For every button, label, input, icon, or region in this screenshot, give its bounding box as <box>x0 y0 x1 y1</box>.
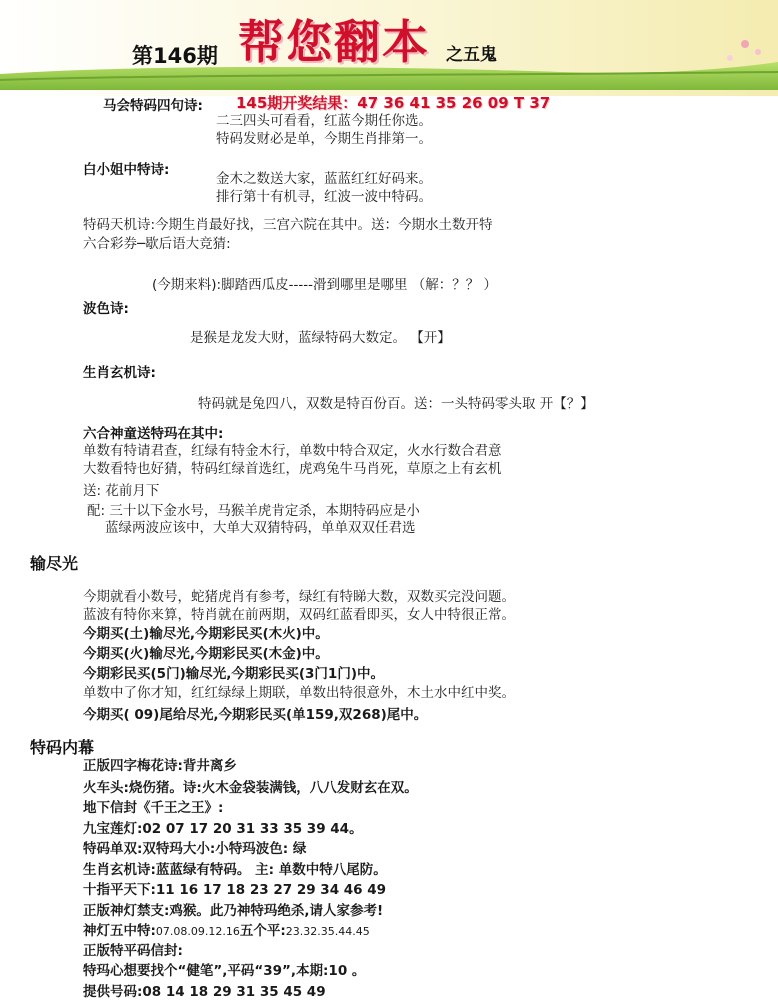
shujinguang-line-2: 蓝波有特你来算，特肖就在前两期，双码红蓝看即买，女人中特很正常。 <box>83 607 515 623</box>
temaneimu-line-1: 正版四字梅花诗:背井离乡 <box>83 758 237 774</box>
baixiaojie-line-1: 金木之数送大家，蓝蓝红红好码来。 <box>216 171 432 187</box>
tianji-line-1: 特码天机诗:今期生肖最好找，三宫六院在其中。送：今期水土数开特 <box>83 217 493 233</box>
shujinguang-line-1: 今期就看小数号，蛇猪虎肖有参考，绿红有特睇大数，双数买完没问题。 <box>83 589 515 605</box>
shengxiao-label: 生肖玄机诗: <box>83 365 156 381</box>
temaneimu-line-11: 特玛心想要找个“健笔”,平码“39”,本期:10 。 <box>83 963 366 979</box>
temaneimu-line-3: 地下信封《千王之王》: <box>83 800 224 816</box>
temaneimu-line-9 <box>83 922 370 941</box>
shujinguang-line-5: 今期彩民买(5门)输尽光,今期彩民买(3门1门)中。 <box>83 666 384 682</box>
liuhe-line-2: 大数看特也好猜，特码红绿首选红，虎鸡兔牛马肖死，草原之上有玄机 <box>83 461 502 477</box>
shendeng-numbers: 07.08.09.12.16 <box>155 925 240 938</box>
liuhe-line-4: 配: 三十以下金水号，马猴羊虎肯定杀，本期特码应是小 <box>87 503 420 519</box>
temaneimu-line-12: 提供号码:08 14 18 29 31 35 45 49 <box>83 984 326 1000</box>
bose-label: 波色诗: <box>83 301 129 317</box>
draw-result: 145期开奖结果：47 36 41 35 26 09 T 37 <box>236 94 551 112</box>
liuhe-line-1: 单数有特请君查，红绿有特金木行，单数中特合双定，火水行数合君意 <box>83 443 502 459</box>
banner-title: 帮您翻本 <box>238 15 430 69</box>
issue-number: 第146期 <box>132 44 218 68</box>
wugeping-label: 五个平: <box>239 923 286 939</box>
mahui-line-1: 二三四头可看看，红蓝今期任你选。 <box>216 113 432 129</box>
temaneimu-line-10: 正版特平码信封: <box>83 943 183 959</box>
mahui-label: 马会特码四句诗: <box>103 98 203 114</box>
liuhe-label: 六合神童送特玛在其中: <box>83 426 224 442</box>
liuhe-line-5: 蓝绿两波应该中，大单大双猜特码，单单双双任君选 <box>105 520 416 536</box>
banner-subtitle: 之五鬼 <box>446 45 497 65</box>
tianji-line-2: 六合彩券─歇后语大竞猜: <box>83 236 231 252</box>
mahui-line-2: 特码发财必是单，今期生肖排第一。 <box>216 131 432 147</box>
liuhe-line-3: 送: 花前月下 <box>83 483 160 499</box>
temaneimu-line-5: 特码单双:双特玛大小:小特玛波色: 绿 <box>83 841 307 857</box>
wugeping-numbers: 23.32.35.44.45 <box>285 925 370 938</box>
baixiaojie-label: 白小姐中特诗: <box>83 162 170 178</box>
shujinguang-line-4: 今期买(火)输尽光,今期彩民买(木金)中。 <box>83 646 329 662</box>
shujinguang-line-6: 单数中了你才知，红红绿绿上期联，单数出特很意外，木土水中红中奖。 <box>83 685 515 701</box>
tianji-line-3: (今期来料):脚踏西瓜皮-----滑到哪里是哪里 （解：？？ ） <box>152 277 498 293</box>
temaneimu-title: 特码内幕 <box>30 738 95 757</box>
temaneimu-line-8: 正版神灯禁支:鸡猴。此乃神特玛绝杀,请人家参考! <box>83 903 384 919</box>
header-banner-area <box>0 0 778 96</box>
shengxiao-line: 特码就是兔四八，双数是特百份百。送：一头特码零头取 开【？】 <box>198 396 594 412</box>
shujinguang-line-3: 今期买(土)输尽光,今期彩民买(木火)中。 <box>83 626 329 642</box>
temaneimu-line-4: 九宝莲灯:02 07 17 20 31 33 35 39 44。 <box>83 821 363 837</box>
temaneimu-line-6: 生肖玄机诗:蓝蓝绿有特码。 主: 单数中特八尾防。 <box>83 862 387 878</box>
shujinguang-line-7: 今期买( 09)尾给尽光,今期彩民买(单159,双268)尾中。 <box>83 707 428 723</box>
temaneimu-line-7: 十指平天下:11 16 17 18 23 27 29 34 46 49 <box>83 882 387 898</box>
baixiaojie-line-2: 排行第十有机寻，红波一波中特码。 <box>216 189 432 205</box>
shendeng-label: 神灯五中特: <box>83 923 156 939</box>
temaneimu-line-2: 火车头:烧伤猪。诗:火木金袋装满钱，八八发财玄在双。 <box>83 780 418 796</box>
bose-line: 是猴是龙发大财，蓝绿特码大数定。 【开】 <box>190 330 451 346</box>
shujinguang-title: 输尽光 <box>30 554 79 573</box>
